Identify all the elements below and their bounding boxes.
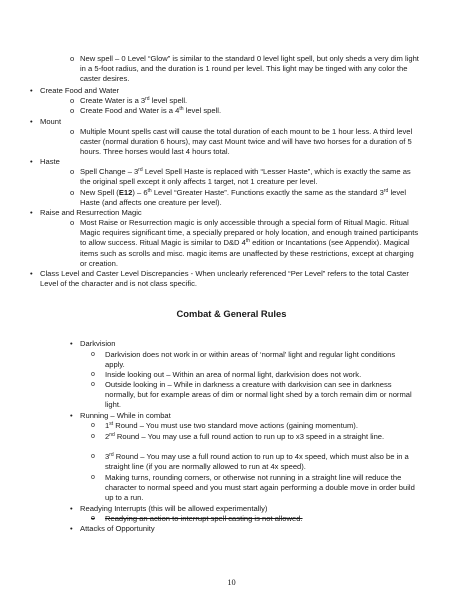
list-item [30, 86, 412, 96]
list-marker: o [70, 106, 75, 115]
section-heading: Combat & General Rules [176, 308, 287, 319]
list-marker: o [70, 188, 75, 197]
list-marker: o [91, 515, 95, 522]
item-text: Attacks of Opportunity [80, 524, 155, 533]
item-text: New spell – 0 Level “Glow” is similar to the standard 0 level light spell, but only sheds a very dim light in a 5-foot radius, and the duration is 1 round per level. This light may be tinged with any color the caster desires. [80, 54, 419, 84]
list-marker: o [91, 351, 95, 358]
item-text: Outside looking in – While in darkness a creature with darkvision can see in darkness normally, but for example areas of dim or normal light shed by a torch remain dim or normal light. [105, 380, 412, 410]
list-marker: o [70, 127, 75, 136]
list-item [91, 380, 415, 411]
list-item: o 1st Round – You must use two standard move actions (gaining momentum). [91, 421, 358, 430]
item-text: Readying an action to interrupt spell casting is not allowed. [105, 514, 303, 523]
list-item [70, 411, 410, 421]
list-marker: o [91, 422, 95, 429]
list-marker: o [91, 453, 95, 460]
item-text: Mount [40, 117, 62, 126]
list-item [70, 339, 410, 349]
list-item [70, 54, 420, 85]
list-marker: o [91, 381, 95, 388]
list-item: o Create Water is a 3rd level spell. [70, 96, 188, 105]
list-marker: • [30, 157, 33, 166]
list-item [91, 350, 415, 370]
list-marker: • [70, 524, 73, 533]
item-text: Raise and Resurrection Magic [40, 208, 142, 217]
list-marker: o [70, 167, 75, 176]
item-text: Readying Interrupts (this will be allowed experimentally) [80, 504, 268, 513]
list-item: o New Spell (E12) – 6th Level “Greater Haste”. Functions exactly the same as the standard 3rd level Haste (and affects one creature per level). [70, 188, 407, 208]
list-item [91, 370, 415, 380]
item-text: Making turns, rounding corners, or otherwise not running in a straight line will reduce the character to normal speed and you must start again performing a double move in order build up to a run. [105, 473, 415, 503]
item-text: Running – While in combat [80, 411, 171, 420]
list-item: o Most Raise or Resurrection magic is only accessible through a special form of Ritual Magic. Ritual Magic requires significant time, a specially prepared or holy location, and enough trained participants to allow success. Ritual Magic is similar to D&D 4th edition or Incantations (see Appendix). Magical items such as scrolls and misc. magic items are unaffected by these restrictions, except at charging or creation. [70, 218, 419, 268]
list-marker: • [30, 269, 33, 278]
item-text: Multiple Mount spells cast will cause the total duration of each mount to be 1 hour less. A third level caster (normal duration 6 hours), may cast Mount twice and will have two horses for a duration of 5 hours. Three horses would last 4 hours total. [80, 127, 413, 157]
list-item: o 2nd Round – You may use a full round action to run up to x3 speed in a straight line. [91, 432, 385, 441]
item-text: Inside looking out – Within an area of normal light, darkvision does not work. [105, 370, 362, 379]
list-marker: • [70, 504, 73, 513]
list-item [30, 208, 412, 218]
list-item [91, 514, 415, 524]
list-item [30, 117, 412, 127]
list-marker: • [70, 339, 73, 348]
list-marker: o [70, 54, 75, 63]
list-marker: • [30, 117, 33, 126]
list-marker: o [70, 96, 75, 105]
list-item [70, 524, 410, 534]
item-text: Darkvision does not work in or within areas of ‘normal’ light and regular light conditions apply. [105, 350, 396, 370]
list-item: o 3rd Round – You may use a full round action to run up to 4x speed, which must also be in a straight line (if you are normally allowed to run at 4x speed). [91, 452, 409, 472]
list-marker: • [70, 411, 73, 420]
item-text: Create Food and Water [40, 86, 120, 95]
list-item [91, 473, 415, 504]
list-marker: • [30, 208, 33, 217]
list-item: o Create Food and Water is a 4th level spell. [70, 106, 222, 115]
list-marker: o [91, 474, 95, 481]
list-item [70, 127, 420, 158]
list-item [30, 157, 412, 167]
list-marker: • [30, 86, 33, 95]
item-text: Class Level and Caster Level Discrepancies - When unclearly referenced “Per Level” refers to the total Caster Level of the character and is not class specific. [40, 269, 409, 289]
list-item: o Spell Change – 3rd Level Spell Haste is replaced with “Lesser Haste”, which is exactly the same as the original spell except it only affects 1 target, not 1 creature per level. [70, 167, 411, 187]
list-item [30, 269, 412, 289]
page-number: 10 [227, 578, 236, 587]
item-text: Darkvision [80, 339, 116, 348]
list-marker: o [91, 433, 95, 440]
list-marker: o [91, 371, 95, 378]
item-text: Haste [40, 157, 60, 166]
list-item [70, 504, 410, 514]
list-marker: o [70, 218, 75, 227]
